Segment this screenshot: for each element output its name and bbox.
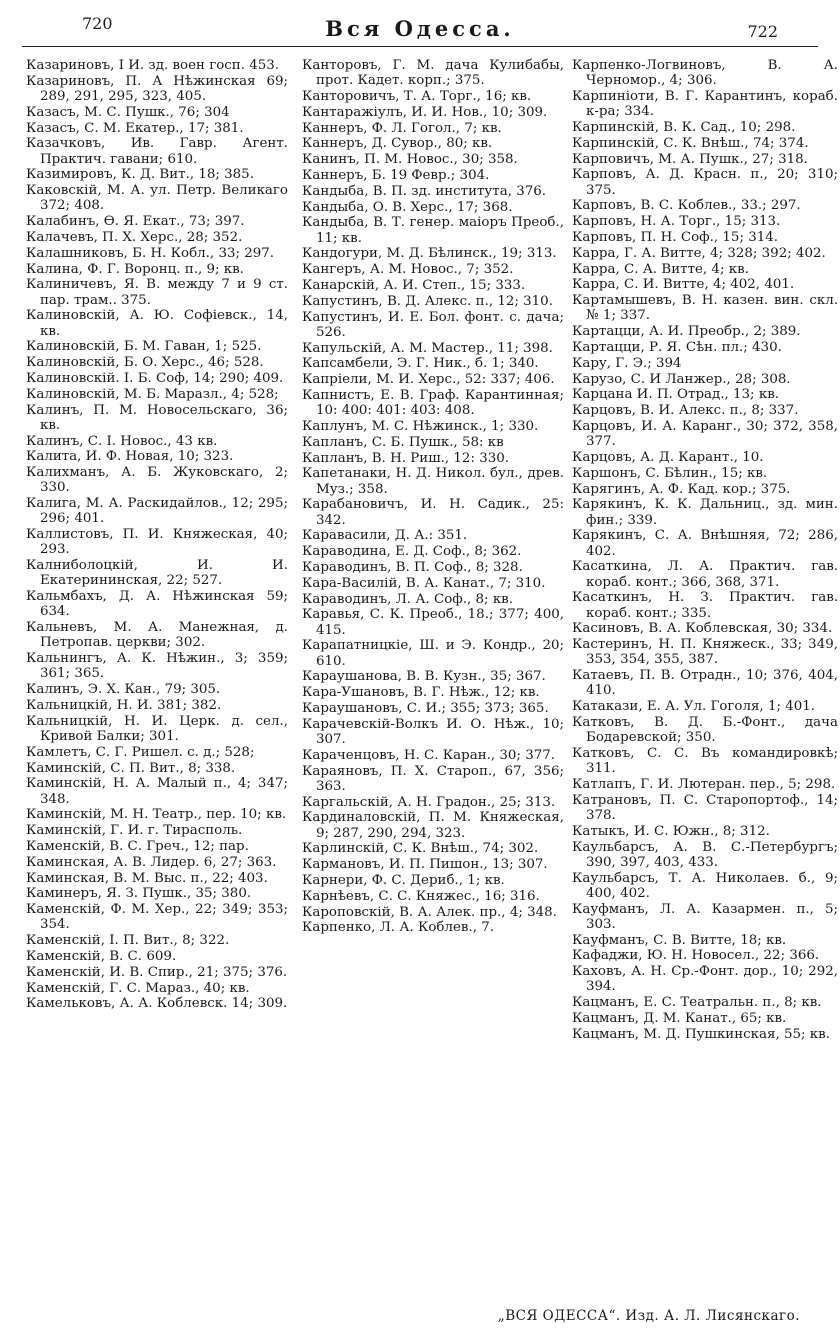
directory-entry: Карповъ, В. С. Коблев., 33.; 297. [572,198,801,214]
directory-entry: Карповичъ, М. А. Пушк., 27; 318. [572,151,808,167]
directory-entry: Казачковъ, Ив. Гавр. Агент. Практич. гавани; 610. [26,136,288,167]
directory-entry: Картацци, А. И. Преобр., 2; 389. [572,324,801,340]
directory-entry: Кандыба, О. В. Херс., 17; 368. [302,199,513,215]
directory-entry: Калинъ, Э. Х. Кан., 79; 305. [26,682,221,698]
column-2 [302,58,564,936]
directory-entry: Кандогури, М. Д. Бѣлинск., 19; 313. [302,246,557,262]
directory-entry: Картацци, Р. Я. Сѣн. пл.; 430. [572,339,782,355]
directory-entry: Каульбарсъ, Т. А. Николаев. б., 9; 400, 402. [572,870,838,901]
page-title: Вся Одесса. [325,16,515,41]
directory-entry: Каминская, А. В. Лидер. 6, 27; 363. [26,854,277,870]
directory-entry: Каравья, С. К. Преоб., 18.; 377; 400, 415. [302,607,564,638]
directory-entry: Каннеръ, Б. 19 Февр.; 304. [302,167,490,183]
directory-entry: Карра, Г. А. Витте, 4; 328; 392; 402. [572,245,826,261]
directory-entry: Карапатницкіе, Ш. и Э. Кондр., 20; 610. [302,638,564,669]
directory-entry: Катковъ, В. Д. Б.-Фонт., дача Бодаревской; 350. [572,714,838,746]
directory-entry: Карцовъ, В. И. Алекс. п., 8; 337. [572,403,799,419]
directory-entry: Каховъ, А. Н. Ср.-Фонт. дор., 10; 292, 394. [572,964,838,995]
directory-entry: Кара-Ушановъ, В. Г. Нѣж., 12; кв. [302,685,540,701]
directory-entry: Каменскій, I. П. Вит., 8; 322. [26,933,230,949]
directory-entry: Капсамбели, Э. Г. Ник., б. 1; 340. [302,356,539,372]
directory-entry: Капланъ, В. Н. Риш., 12: 330. [302,450,510,466]
directory-entry: Каминскій, Г. И. г. Тирасполь. [26,823,243,839]
directory-entry: Капустинъ, И. Е. Бол. фонт. с. дача; 526. [302,309,564,340]
directory-entry: Кара-Василій, В. А. Канат., 7; 310. [302,575,546,591]
directory-entry: Касиновъ, В. А. Коблевская, 30; 334. [572,621,833,637]
directory-entry: Калашниковъ, Б. Н. Кобл., 33; 297. [26,245,275,261]
directory-entry: Караводина, Е. Д. Соф., 8; 362. [302,544,522,560]
directory-entry: Калинъ, С. I. Новос., 43 кв. [26,433,218,449]
directory-entry: Каравасили, Д. А.: 351. [302,528,468,544]
directory-entry: Каллистовъ, П. И. Княжеская, 40; 293. [26,527,288,558]
directory-entry: Камельковъ, А. А. Коблевск. 14; 309. [26,996,288,1012]
directory-entry: Кастеринъ, Н. П. Княжеск., 33; 349, 353, 354, 355, 387. [572,637,838,668]
directory-entry: Караводинъ, Л. А. Соф., 8; кв. [302,591,513,607]
page-number-right: 722 [747,22,778,41]
directory-entry: Каплунъ, М. С. Нѣжинск., 1; 330. [302,418,539,434]
directory-entry: Карнери, Ф. С. Дериб., 1; кв. [302,872,505,888]
directory-entry: Касаткина, Л. А. Практич. гав. кораб. конт.; 366, 368, 371. [572,559,838,590]
directory-columns [26,58,838,1298]
directory-entry: Каменскій, В. С. Греч., 12; пар. [26,838,249,854]
directory-entry: Калачевъ, П. Х. Херс., 28; 352. [26,229,243,245]
directory-entry: Калабинъ, Ѳ. Я. Екат., 73; 397. [26,214,245,230]
directory-entry: Карцана И. П. Отрад., 13; кв. [572,387,779,403]
directory-entry: Кару, Г. Э.; 394 [572,355,682,371]
directory-entry: Калниболоцкій, И. И. Екатерининская, 22; 527. [26,558,288,589]
directory-entry: Кальницкій, Н. И. 381; 382. [26,697,222,713]
directory-entry: Карповъ, А. Д. Красн. п., 20; 310; 375. [572,167,838,198]
directory-entry: Кальмбахъ, Д. А. Нѣжинская 59; 634. [26,589,288,620]
directory-entry: Капетанаки, Н. Д. Никол. бул., древ. Муз.; 358. [302,466,564,497]
directory-entry: Карпинскій, С. К. Внѣш., 74; 374. [572,135,809,151]
directory-entry: Казасъ, М. С. Пушк., 76; 304 [26,104,230,120]
directory-entry: Капустинъ, В. Д. Алекс. п., 12; 310. [302,293,553,309]
directory-entry: Кангеръ, А. М. Новос., 7; 352. [302,262,514,278]
directory-entry: Картамышевъ, В. Н. казен. вин. скл. № 1; 337. [572,293,838,324]
directory-entry: Катковъ, С. С. Въ командировкѣ; 311. [572,745,838,777]
directory-entry: Карпиніоти, В. Г. Карантинъ, кораб. к-ра; 334. [572,89,838,120]
directory-entry: Калиновскій. I. Б. Соф, 14; 290; 409. [26,370,284,386]
directory-entry: Каминскій, Н. А. Малый п., 4; 347; 348. [26,776,288,807]
directory-entry: Казасъ, С. М. Екатер., 17; 381. [26,120,244,136]
directory-entry: Каменскій, Ф. М. Хер., 22; 349; 353; 354. [26,902,288,933]
directory-entry: Кальницкій, Н. И. Церк. д. сел., Кривой Балки; 301. [26,713,288,744]
directory-entry: Камлетъ, С. Г. Ришел. с. д.; 528; [26,744,255,760]
directory-entry: Каминскій, С. П. Вит., 8; 338. [26,760,236,776]
directory-entry: Катрановъ, П. С. Старопортоф., 14; 378. [572,792,838,823]
directory-entry: Карра, С. А. Витте, 4; кв. [572,261,749,277]
directory-entry: Капульскій, А. М. Мастер., 11; 398. [302,340,553,356]
directory-entry: Каменскій, В. С. 609. [26,948,177,964]
directory-entry: Кандыба, В. П. зд. института, 376. [302,183,547,199]
directory-entry: Каннеръ, Д. Сувор., 80; кв. [302,136,493,152]
page-number-left: 720 [82,14,113,33]
directory-entry: Караушановъ, С. И.; 355; 373; 365. [302,700,549,716]
directory-entry: Карягинъ, А. Ф. Кад. кор.; 375. [572,481,791,497]
directory-entry: Калихманъ, А. Б. Жуковскаго, 2; 330. [26,465,288,496]
directory-entry: Караводинъ, В. П. Соф., 8; 328. [302,559,523,575]
directory-entry: Казариновъ, I И. зд. воен госп. 453. [26,58,280,73]
directory-entry: Калига, М. А. Раскидайлов., 12; 295; 296; 401. [26,496,288,527]
directory-entry: Катлапъ, Г. И. Лютеран. пер., 5; 298. [572,776,836,792]
directory-entry: Калита, И. Ф. Новая, 10; 323. [26,449,234,465]
directory-entry: Карповъ, П. Н. Соф., 15; 314. [572,229,779,245]
column-3 [572,58,838,1043]
directory-entry: Карабановичъ, И. Н. Садик., 25: 342. [302,497,564,528]
directory-entry: Калинъ, П. М. Новосельскаго, 36; кв. [26,402,288,433]
directory-entry: Кацманъ, Е. С. Театральн. п., 8; кв. [572,995,822,1011]
directory-entry: Каминскій, М. Н. Театр., пер. 10; кв. [26,807,287,823]
directory-entry: Кармановъ, И. П. Пишон., 13; 307. [302,857,548,873]
page-header [0,8,840,44]
directory-entry: Каульбарсъ, А. В. С.-Петербургъ; 390, 397, 403, 433. [572,839,838,870]
directory-entry: Карпинскій, В. К. Сад., 10; 298. [572,120,796,135]
directory-entry: Каминеръ, Я. З. Пушк., 35; 380. [26,886,252,902]
directory-entry: Калиновскій, М. Б. Маразл., 4; 528; [26,386,279,402]
directory-entry: Канторовъ, Г. М. дача Кулибабы, прот. Кадет. корп.; 375. [302,58,564,89]
directory-entry: Каковскій, М. А. ул. Петр. Великаго 372; 408. [26,183,288,214]
directory-entry: Караушанова, В. В. Кузн., 35; 367. [302,669,546,685]
directory-entry: Карповъ, Н. А. Торг., 15; 313. [572,214,781,230]
directory-entry: Кацманъ, Д. М. Канат., 65; кв. [572,1010,787,1026]
directory-entry: Карякинъ, С. А. Внѣшняя, 72; 286, 402. [572,528,838,559]
directory-entry: Каменскій, Г. С. Мараз., 40; кв. [26,980,250,996]
directory-entry: Карлинскій, С. К. Внѣш., 74; 302. [302,841,539,857]
publisher-footer: „ВСЯ ОДЕССА“. Изд. А. Л. Лисянскаго. [497,1308,800,1324]
directory-entry: Капланъ, С. Б. Пушк., 58: кв [302,434,504,450]
directory-entry: Кауфманъ, Л. А. Казармен. п., 5; 303. [572,901,838,932]
directory-entry: Карцовъ, И. А. Каранг., 30; 372, 358, 377. [572,418,838,450]
directory-entry: Катакази, Е. А. Ул. Гоголя, 1; 401. [572,699,816,715]
directory-entry: Калина, Ф. Г. Воронц. п., 9; кв. [26,261,244,277]
directory-entry: Карузо, С. И Ланжер., 28; 308. [572,371,791,387]
header-rule [22,46,818,47]
directory-entry: Катыкъ, И. С. Южн., 8; 312. [572,823,770,839]
directory-entry: Канарскій, А. И. Степ., 15; 333. [302,277,526,293]
directory-entry: Канинъ, П. М. Новос., 30; 358. [302,152,518,168]
directory-entry: Калиновскій, А. Ю. Софіевск., 14, кв. [26,308,288,339]
directory-entry: Караченцовъ, Н. С. Каран., 30; 377. [302,747,556,763]
directory-entry: Каннеръ, Ф. Л. Гогол., 7; кв. [302,120,502,136]
directory-entry: Карпенко, Л. А. Коблев., 7. [302,920,494,936]
directory-entry: Кантаражіулъ, И. И. Нов., 10; 309. [302,104,548,120]
directory-entry: Калиновскій, Б. О. Херс., 46; 528. [26,355,264,371]
directory-entry: Кафаджи, Ю. Н. Новосел., 22; 366. [572,948,820,964]
directory-entry: Каршонъ, С. Бѣлин., 15; кв. [572,465,768,481]
directory-entry: Каминская, В. М. Выс. п., 22; 403. [26,870,268,886]
directory-entry: Карпенко-Логвиновъ, В. А. Черномор., 4; 306. [572,58,838,89]
directory-entry: Канторовичъ, Т. А. Торг., 16; кв. [302,89,532,104]
directory-entry: Карачевскій-Волкъ И. О. Нѣж., 10; 307. [302,716,564,747]
directory-entry: Казариновъ, П. А Нѣжинская 69; 289, 291, 295, 323, 405. [26,73,288,104]
directory-entry: Калиничевъ, Я. В. между 7 и 9 ст. пар. трам.. 375. [26,277,288,308]
directory-entry: Каргальскій, А. Н. Градон., 25; 313. [302,794,556,810]
directory-entry: Карякинъ, К. К. Дальниц., зд. мин. фин.; 339. [572,497,838,528]
directory-entry: Капріели, М. И. Херс., 52: 337; 406. [302,372,555,388]
directory-entry: Калиновскій, Б. М. Гаван, 1; 525. [26,339,262,355]
directory-entry: Карцовъ, А. Д. Карант., 10. [572,449,764,465]
directory-entry: Каменскій, И. В. Спир., 21; 375; 376. [26,964,288,980]
directory-entry: Кандыба, В. Т. генер. маіоръ Преоб., 11; кв. [302,215,564,246]
directory-entry: Кацманъ, М. Д. Пушкинская, 55; кв. [572,1026,830,1042]
directory-entry: Кароповскій, В. А. Алек. пр., 4; 348. [302,904,557,920]
directory-entry: Касаткинъ, Н. З. Практич. гав. кораб. конт.; 335. [572,590,838,621]
directory-entry: Кальневъ, М. А. Манежная, д. Петропав. церкви; 302. [26,620,288,651]
directory-entry: Капнистъ, Е. В. Граф. Карантинная; 10: 400: 401: 403: 408. [302,387,564,419]
column-1 [26,58,288,1012]
directory-entry: Карра, С. И. Витте, 4; 402, 401. [572,277,795,293]
directory-entry: Катаевъ, П. В. Отрадн., 10; 376, 404, 410. [572,668,838,699]
directory-entry: Казимировъ, К. Д. Вит., 18; 385. [26,167,254,183]
directory-entry: Кардиналовскій, П. М. Княжеская, 9; 287, 290, 294, 323. [302,810,564,841]
directory-entry: Кальнингъ, А. К. Нѣжин., 3; 359; 361; 365. [26,651,288,682]
directory-entry: Кауфманъ, С. В. Витте, 18; кв. [572,932,787,948]
directory-entry: Карнѣевъ, С. С. Княжес., 16; 316. [302,888,540,904]
directory-entry: Караяновъ, П. Х. Староп., 67, 356; 363. [302,763,564,794]
